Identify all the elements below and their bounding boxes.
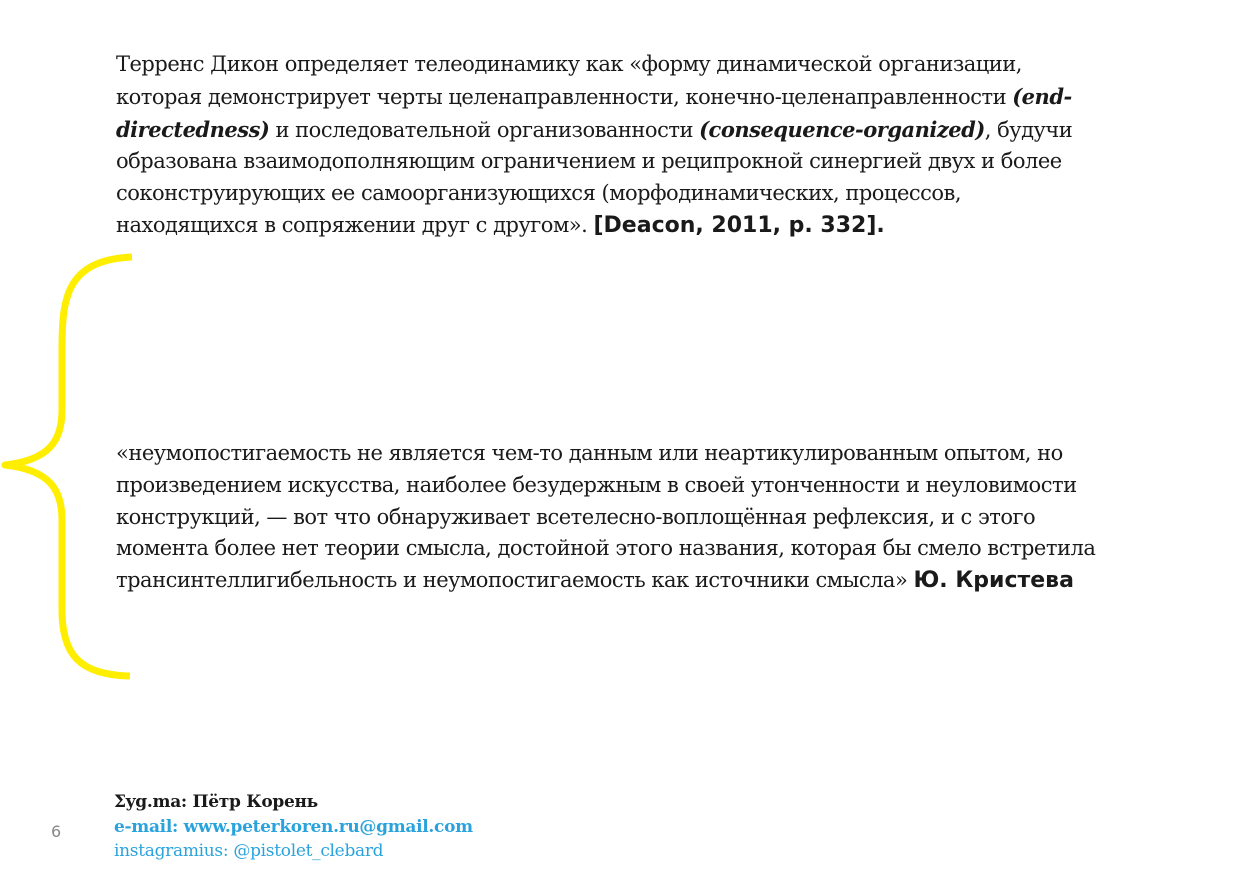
footer-author: Σyg.ma: Пётр Корень [114, 792, 318, 812]
footer-contacts [114, 790, 473, 864]
term-consequence-organized: (consequence-organized) [699, 116, 985, 142]
quote-kristeva [116, 438, 1096, 597]
citation: [Deacon, 2011, p. 332]. [593, 212, 885, 238]
curly-brace-icon [5, 257, 132, 676]
term-end-directedness: (end-directedness) [116, 83, 1072, 142]
quote-deacon [116, 49, 1096, 242]
quote-text: , будучи образована взаимодополняющим ограничением и реципрокной синергией двух и более соконструирующих ее самоорганизующихся (морфодинамических, процессов, находящихся в сопряжении друг с другом». [116, 117, 1073, 237]
email-link[interactable]: e-mail: www.peterkoren.ru@gmail.com [114, 816, 473, 837]
page-number: 6 [51, 822, 62, 841]
quote-text: «неумопостигаемость не является чем-то данным или неартикулированным опытом, но произведением искусства, наиболее безудержным в своей утонченности и неуловимости конструкций, — вот что обнаруживает всетелесно-воплощённая рефлексия, и с этого момента более нет теории смысла, достойной этого названия, которая бы смело встретила трансинтеллигибельность и неумопостигаемость как источники смысла» [116, 441, 1096, 593]
quote-text: Терренс Дикон определяет телеодинамику как «форму динамической организации, которая демонстрирует черты целенаправленности, конечно-целенаправленности [116, 52, 1022, 109]
instagram-link[interactable]: instagramius: @pistolet_clebard [114, 841, 384, 861]
quote-text: и последовательной организованности [269, 117, 700, 142]
quote-author: Ю. Кристева [913, 568, 1074, 594]
